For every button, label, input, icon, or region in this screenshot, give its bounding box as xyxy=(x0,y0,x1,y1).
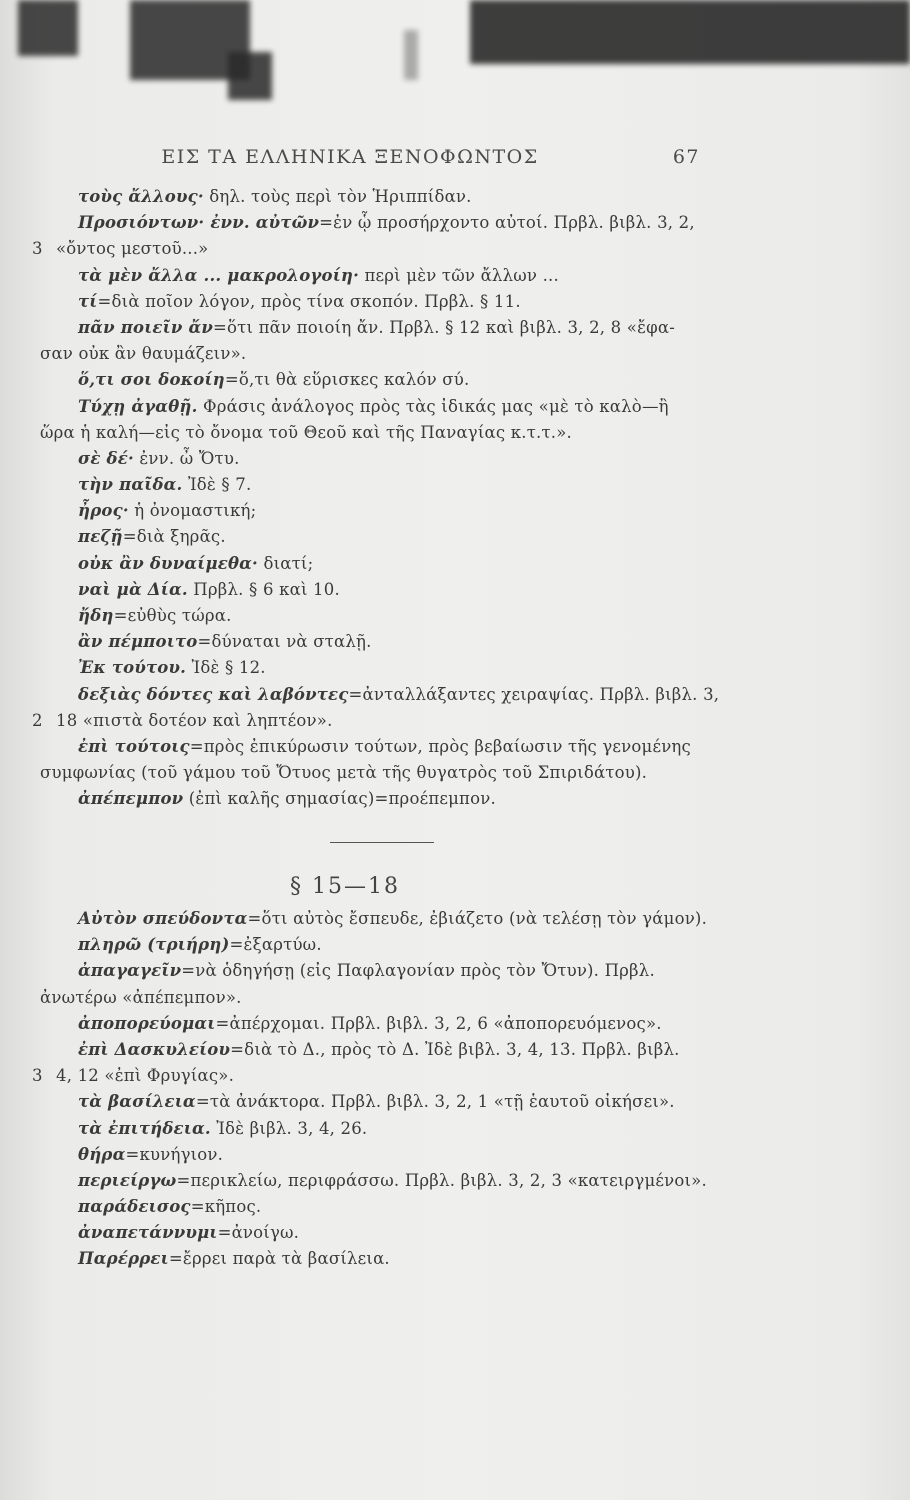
lemma: ἂν πέμποιτο xyxy=(78,632,198,652)
line-body xyxy=(78,315,675,341)
gloss-text: =δύναται νὰ σταλῇ. xyxy=(197,632,372,652)
commentary-line xyxy=(40,603,720,629)
commentary-line xyxy=(40,341,720,367)
line-body xyxy=(78,786,496,812)
margin-number: 2 xyxy=(32,710,43,730)
gloss-text: =ἀνοίγω. xyxy=(217,1223,300,1243)
lemma: τοὺς ἄλλους· xyxy=(78,187,204,206)
gloss-text: 4, 12 «ἐπὶ Φρυγίας». xyxy=(56,1066,235,1086)
commentary-line xyxy=(40,1168,720,1194)
line-body xyxy=(78,932,322,958)
lemma: ἦρος· xyxy=(78,501,129,521)
commentary-line xyxy=(40,394,720,420)
gloss-text: =κυνήγιον. xyxy=(125,1144,224,1164)
commentary-line xyxy=(40,786,720,812)
section-divider xyxy=(330,842,434,843)
lemma: ἀπέπεμπον xyxy=(78,789,184,809)
commentary-line xyxy=(40,1194,720,1220)
line-body xyxy=(78,603,232,629)
line-body xyxy=(78,1116,367,1142)
gloss-text: δηλ. τοὺς περὶ τὸν Ἡριππίδαν. xyxy=(203,187,472,206)
lemma: οὐκ ἂν δυναίμεθα· xyxy=(78,553,258,573)
line-body xyxy=(40,341,246,367)
line-body xyxy=(78,1089,675,1115)
scan-blot-mark xyxy=(404,30,418,80)
gloss-text: περὶ μὲν τῶν ἄλλων ... xyxy=(359,265,559,285)
lemma: σὲ δέ· xyxy=(78,448,134,468)
commentary-line xyxy=(40,958,720,984)
gloss-text: =εὐθὺς τώρα. xyxy=(113,606,232,625)
lemma: τὴν παῖδα. xyxy=(78,475,183,495)
commentary-line xyxy=(40,367,720,393)
lemma: τί xyxy=(78,291,98,311)
commentary-line xyxy=(40,524,720,550)
gloss-text: =ὅ,τι θὰ εὕρισκες καλόν σύ. xyxy=(224,370,470,390)
lemma: ἐπὶ τούτοις xyxy=(78,736,190,756)
gloss-text: συμφωνίας (τοῦ γάμου τοῦ Ὄτυος μετὰ τῆς θυγατρὸς τοῦ Σπιριδάτου). xyxy=(40,763,648,783)
commentary-line xyxy=(40,420,720,446)
gloss-text: σαν οὐκ ἂν θαυμάζειν». xyxy=(40,344,247,364)
gloss-text: =ἔρρει παρὰ τὰ βασίλεια. xyxy=(168,1249,390,1269)
commentary-line xyxy=(40,446,720,472)
line-body xyxy=(78,906,707,932)
line-body xyxy=(56,1063,234,1089)
lemma: περιείργω xyxy=(78,1170,177,1190)
lemma: παράδεισος xyxy=(78,1197,191,1217)
line-body xyxy=(78,682,719,708)
line-body xyxy=(78,958,655,984)
line-body xyxy=(78,524,226,550)
lemma: ὅ,τι σοι δοκοίη xyxy=(78,370,225,390)
line-body xyxy=(78,394,669,420)
lemma: πεζῇ xyxy=(78,527,123,547)
margin-number: 3 xyxy=(32,239,43,259)
commentary-line xyxy=(40,184,720,210)
gloss-text: =ἀπέρχομαι. Πρβλ. βιβλ. 3, 2, 6 «ἀποπορευόμενος». xyxy=(215,1013,662,1033)
gloss-text: Ἰδὲ § 7. xyxy=(182,475,252,495)
gloss-text: (ἐπὶ καλῆς σημασίας)=προέπεμπον. xyxy=(183,789,496,809)
lemma: ἤδη xyxy=(78,606,114,625)
line-body xyxy=(78,210,695,236)
gloss-text: Πρβλ. § 6 καὶ 10. xyxy=(187,579,340,599)
lemma: δεξιὰς δόντες καὶ λαβόντες xyxy=(78,684,349,704)
lemma: ἀναπετάννυμι xyxy=(78,1223,218,1243)
line-body xyxy=(78,367,469,393)
gloss-text: ὥρα ἡ καλή—εἰς τὸ ὄνομα τοῦ Θεοῦ καὶ τῆς Παναγίας κ.τ.τ.». xyxy=(40,422,572,442)
commentary-line xyxy=(32,708,720,734)
gloss-text: ἡ ὀνομαστική; xyxy=(128,501,257,521)
lemma: Προσιόντων· ἐνν. αὐτῶν xyxy=(78,213,320,233)
line-body xyxy=(78,184,472,210)
lemma: τὰ βασίλεια xyxy=(78,1092,196,1112)
gloss-text: =διὰ ποῖον λόγον, πρὸς τίνα σκοπόν. Πρβλ. § 11. xyxy=(97,291,521,311)
gloss-text: =ἀνταλλάξαντες χειραψίας. Πρβλ. βιβλ. 3, xyxy=(348,684,720,704)
gloss-text: διατί; xyxy=(258,553,314,573)
lemma: πᾶν ποιεῖν ἄν xyxy=(78,317,213,337)
lemma: πληρῶ (τριήρη) xyxy=(78,935,230,955)
commentary-line xyxy=(40,1246,720,1272)
lemma: τὰ μὲν ἄλλα ... μακρολογοίη· xyxy=(78,265,360,285)
scan-blot-left xyxy=(18,0,78,56)
line-body xyxy=(78,472,251,498)
lemma: ναὶ μὰ Δία. xyxy=(78,579,188,599)
gloss-text: ἀνωτέρω «ἀπέπεμπον». xyxy=(40,987,242,1007)
commentary-line xyxy=(40,289,720,315)
commentary-line xyxy=(40,760,720,786)
line-body xyxy=(78,734,691,760)
line-body xyxy=(78,289,521,315)
commentary-line xyxy=(40,734,720,760)
commentary-line xyxy=(40,655,720,681)
gloss-text: =νὰ ὁδηγήσῃ (εἰς Παφλαγονίαν πρὸς τὸν Ὄτυν). Πρβλ. xyxy=(181,961,655,981)
line-body xyxy=(78,263,559,289)
lemma: Αὐτὸν σπεύδοντα xyxy=(78,909,248,928)
line-body xyxy=(78,498,256,524)
gloss-text: =ἐν ᾧ προσήρχοντο αὐτοί. Πρβλ. βιβλ. 3, 2, xyxy=(319,213,695,233)
line-body xyxy=(78,1194,261,1220)
gloss-text: =διὰ ξηρᾶς. xyxy=(122,527,226,547)
gloss-text: «ὄντος μεστοῦ...» xyxy=(56,239,209,259)
line-body xyxy=(78,1168,707,1194)
line-body xyxy=(78,1220,299,1246)
commentary-line xyxy=(32,236,720,262)
commentary-line xyxy=(40,498,720,524)
gloss-text: Ἰδὲ § 12. xyxy=(186,658,266,678)
line-body xyxy=(78,1037,680,1063)
lemma: Τύχῃ ἀγαθῇ. xyxy=(78,396,198,416)
commentary-line xyxy=(40,1089,720,1115)
scan-blot-small xyxy=(228,52,272,100)
commentary-line xyxy=(40,1011,720,1037)
section-heading: § 15—18 xyxy=(290,874,400,899)
gloss-text: =διὰ τὸ Δ., πρὸς τὸ Δ. Ἰδὲ βιβλ. 3, 4, 13. Πρβλ. βιβλ. xyxy=(230,1039,680,1059)
gloss-text: =τὰ ἀνάκτορα. Πρβλ. βιβλ. 3, 2, 1 «τῇ ἑαυτοῦ οἰκήσει». xyxy=(195,1092,675,1112)
commentary-line xyxy=(40,315,720,341)
line-body xyxy=(78,1142,223,1168)
gloss-text: Ἰδὲ βιβλ. 3, 4, 26. xyxy=(210,1118,368,1138)
gloss-text: =πρὸς ἐπικύρωσιν τούτων, πρὸς βεβαίωσιν τῆς γενομένης xyxy=(189,736,691,756)
line-body xyxy=(78,1246,390,1272)
gloss-text: Φράσις ἀνάλογος πρὸς τὰς ἰδικάς μας «μὲ τὸ καλὸ—ἢ xyxy=(197,396,669,416)
line-body xyxy=(40,985,242,1011)
line-body xyxy=(78,577,340,603)
commentary-line xyxy=(40,1142,720,1168)
commentary-line xyxy=(40,210,720,236)
lemma: θήρα xyxy=(78,1144,126,1164)
gloss-text: =ἐξαρτύω. xyxy=(229,935,322,955)
commentary-block-2 xyxy=(32,906,720,1273)
lemma: τὰ ἐπιτήδεια. xyxy=(78,1118,211,1138)
commentary-line xyxy=(40,629,720,655)
commentary-line xyxy=(40,577,720,603)
running-head-title: ΕΙΣ ΤΑ ΕΛΛΗΝΙΚΑ ΞΕΝΟΦΩΝΤΟΣ xyxy=(161,146,539,168)
line-body xyxy=(56,708,333,734)
lemma: ἀποπορεύομαι xyxy=(78,1013,216,1033)
line-body xyxy=(78,1011,662,1037)
commentary-block-1 xyxy=(32,184,720,813)
lemma: ἀπαγαγεῖν xyxy=(78,961,182,981)
scan-blot-right xyxy=(470,0,910,64)
commentary-line xyxy=(40,1037,720,1063)
line-body xyxy=(78,446,240,472)
commentary-line xyxy=(40,985,720,1011)
commentary-line xyxy=(40,682,720,708)
lemma: ἐπὶ Δασκυλείου xyxy=(78,1039,231,1059)
gloss-text: =κῆπος. xyxy=(190,1197,262,1217)
lemma: Παρέρρει xyxy=(78,1249,169,1269)
gloss-text: ἐνν. ὦ Ὄτυ. xyxy=(133,448,240,468)
gloss-text: =ὅτι αὐτὸς ἔσπευδε, ἐβιάζετο (νὰ τελέσῃ τὸν γάμον). xyxy=(247,909,708,928)
page-number: 67 xyxy=(672,146,700,168)
line-body xyxy=(78,655,266,681)
commentary-line xyxy=(40,551,720,577)
commentary-line xyxy=(40,1116,720,1142)
gloss-text: =περικλείω, περιφράσσω. Πρβλ. βιβλ. 3, 2, 3 «κατειργμένοι». xyxy=(176,1170,707,1190)
commentary-line xyxy=(40,1220,720,1246)
line-body xyxy=(56,236,208,262)
gloss-text: 18 «πιστὰ δοτέον καὶ ληπτέον». xyxy=(56,710,333,730)
line-body xyxy=(78,629,372,655)
commentary-line xyxy=(32,1063,720,1089)
line-body xyxy=(40,420,572,446)
commentary-line xyxy=(40,906,720,932)
commentary-line xyxy=(40,472,720,498)
gloss-text: =ὅτι πᾶν ποιοίη ἄν. Πρβλ. § 12 καὶ βιβλ. 3, 2, 8 «ἔφα- xyxy=(213,317,676,337)
lemma: Ἐκ τούτου. xyxy=(78,658,187,678)
commentary-line xyxy=(40,932,720,958)
line-body xyxy=(40,760,647,786)
commentary-line xyxy=(40,263,720,289)
line-body xyxy=(78,551,313,577)
margin-number: 3 xyxy=(32,1066,43,1086)
